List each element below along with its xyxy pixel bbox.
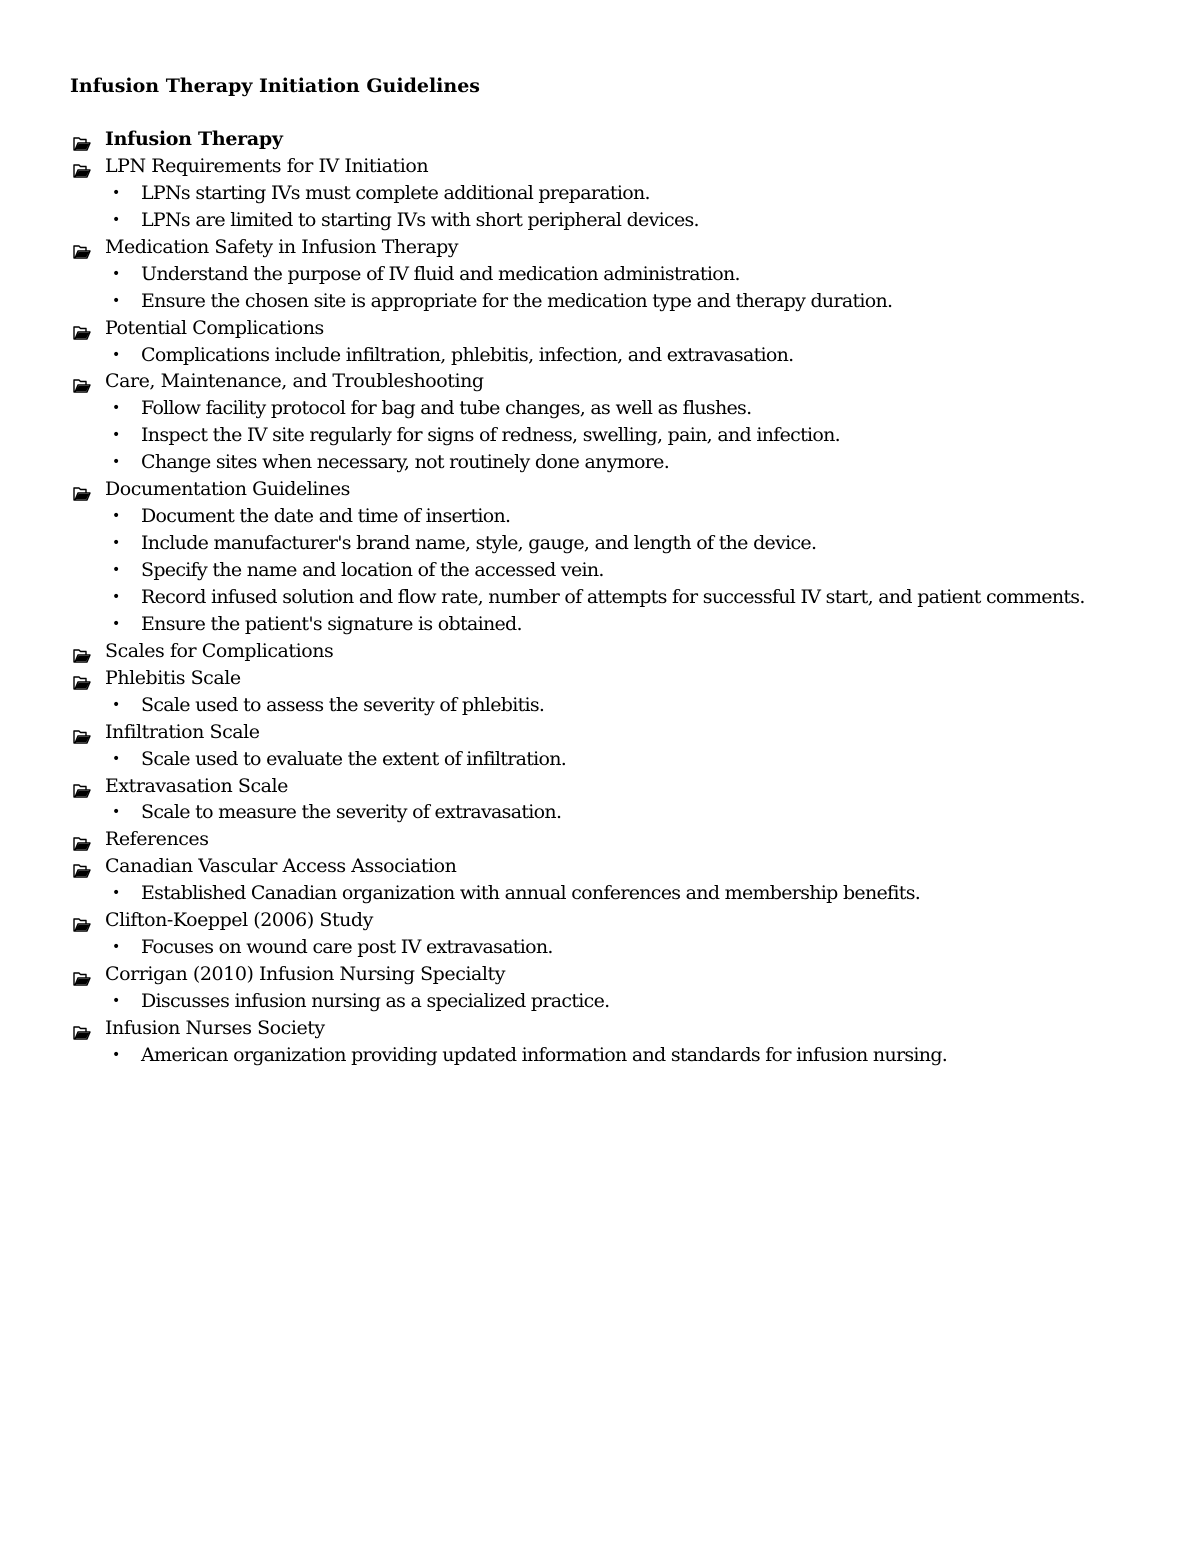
outline-bullet-item (70, 180, 1180, 207)
bullet-icon: • (112, 292, 120, 309)
outline-item-text: LPN Requirements for IV Initiation (105, 154, 429, 177)
outline-item-text: Phlebitis Scale (105, 666, 241, 689)
outline-heading-item (70, 153, 1180, 180)
outline-bullet-item (70, 503, 1180, 530)
outline-heading-item (70, 907, 1180, 934)
bullet-icon: • (112, 885, 120, 902)
outline-item-text: Infiltration Scale (105, 720, 260, 743)
outline-heading-item (70, 719, 1180, 746)
bullet-icon: • (112, 562, 120, 578)
bullet-icon: • (112, 427, 120, 444)
outline-bullet-item (70, 988, 1180, 1015)
outline-item-text: Complications include infiltration, phlebitis, infection, and extravasation. (141, 343, 794, 366)
outline-item-text: Established Canadian organization with annual conferences and membership benefits. (141, 882, 921, 905)
outline-heading-item (70, 853, 1180, 880)
outline-bullet-item (70, 342, 1180, 369)
outline-heading-item (70, 773, 1180, 800)
folder-icon (73, 1021, 91, 1036)
outline-item-text: Inspect the IV site regularly for signs of redness, swelling, pain, and infection. (141, 424, 840, 447)
outline-bullet-item (70, 207, 1180, 234)
outline-heading-item (70, 368, 1180, 395)
outline-item-text: Extravasation Scale (105, 774, 288, 797)
folder-icon (73, 374, 91, 389)
outline-item-text: Infusion Therapy (105, 128, 283, 150)
outline-item-text: Medication Safety in Infusion Therapy (105, 235, 459, 258)
bullet-icon: • (112, 346, 120, 363)
outline-item-text: Clifton-Koeppel (2006) Study (105, 909, 373, 932)
outline-bullet-item (70, 584, 1180, 611)
outline-item-text: Care, Maintenance, and Troubleshooting (105, 370, 484, 393)
bullet-icon: • (112, 535, 120, 552)
outline-bullet-item (70, 557, 1180, 584)
outline-bullet-item (70, 530, 1180, 557)
outline-item-text: Document the date and time of insertion. (141, 505, 511, 528)
folder-icon (73, 967, 91, 982)
outline-item-text: LPNs are limited to starting IVs with short peripheral devices. (141, 208, 699, 231)
bullet-icon: • (112, 804, 120, 821)
outline-item-text: Scales for Complications (105, 639, 334, 662)
outline-heading-item (70, 315, 1180, 342)
outline-item-text: Specify the name and location of the accessed vein. (141, 559, 604, 581)
outline-heading-item (70, 638, 1180, 665)
outline-item-text: Change sites when necessary, not routinely done anymore. (141, 451, 670, 474)
bullet-icon: • (112, 993, 120, 1009)
outline-item-text: Follow facility protocol for bag and tube changes, as well as flushes. (141, 397, 752, 420)
outline-item-text: Scale used to evaluate the extent of infiltration. (141, 747, 567, 770)
bullet-icon: • (112, 1046, 120, 1063)
outline-item-text: Record infused solution and flow rate, number of attempts for successful IV start, and patient comments. (141, 585, 1085, 608)
outline-item-text: Infusion Nurses Society (105, 1016, 325, 1039)
outline-item-text: References (105, 828, 209, 851)
bullet-icon: • (112, 615, 120, 632)
outline-item-text: Scale used to assess the severity of phlebitis. (141, 693, 545, 716)
outline-item-text: Understand the purpose of IV fluid and medication administration. (141, 262, 740, 285)
outline-bullet-item (70, 395, 1180, 422)
outline-item-text: American organization providing updated information and standards for infusion nursing. (141, 1043, 948, 1066)
folder-icon (73, 913, 91, 928)
outline-heading-item (70, 476, 1180, 503)
bullet-icon: • (112, 454, 120, 471)
folder-icon (73, 240, 91, 255)
outline-item-text: Scale to measure the severity of extravasation. (141, 801, 562, 824)
bullet-icon: • (112, 939, 120, 956)
folder-icon (73, 725, 91, 740)
outline-item-text: Documentation Guidelines (105, 478, 350, 501)
bullet-icon: • (112, 696, 120, 713)
folder-icon (73, 671, 91, 686)
outline-bullet-item (70, 261, 1180, 288)
folder-icon (73, 159, 91, 174)
outline-heading-item (70, 826, 1180, 853)
outline-item-text: LPNs starting IVs must complete additional preparation. (141, 181, 650, 204)
bullet-icon: • (112, 400, 120, 417)
outline-item-text: Focuses on wound care post IV extravasation. (141, 936, 553, 959)
outline-bullet-item (70, 288, 1180, 315)
bullet-icon: • (112, 508, 120, 525)
bullet-icon: • (112, 211, 120, 228)
outline-item-text: Potential Complications (105, 316, 324, 339)
document-title: Infusion Therapy Initiation Guidelines (70, 75, 480, 97)
folder-icon (73, 321, 91, 336)
bullet-icon: • (112, 588, 120, 605)
outline-item-text: Ensure the patient's signature is obtained. (141, 612, 522, 635)
outline-heading-item (70, 1015, 1180, 1042)
outline-item-text: Corrigan (2010) Infusion Nursing Specialty (105, 963, 505, 986)
outline-bullet-item (70, 692, 1180, 719)
outline-item-text: Ensure the chosen site is appropriate for the medication type and therapy duration. (141, 289, 893, 312)
outline-heading-item (70, 961, 1180, 988)
outline-bullet-item (70, 1042, 1180, 1069)
folder-icon (73, 779, 91, 794)
outline-bullet-item (70, 449, 1180, 476)
folder-icon (73, 132, 91, 147)
bullet-icon: • (112, 750, 120, 767)
outline-item-text: Discusses infusion nursing as a specialized practice. (141, 990, 610, 1012)
bullet-icon: • (112, 184, 120, 201)
outline-item-text: Canadian Vascular Access Association (105, 855, 457, 878)
outline-bullet-item (70, 934, 1180, 961)
folder-icon (73, 644, 91, 659)
outline-bullet-item (70, 422, 1180, 449)
outline-item-text: Include manufacturer's brand name, style, gauge, and length of the device. (141, 532, 817, 555)
outline-bullet-item (70, 880, 1180, 907)
outline-bullet-item (70, 746, 1180, 773)
outline-bullet-item (70, 799, 1180, 826)
outline-heading-item (70, 126, 1180, 153)
outline-list (70, 126, 1180, 1069)
bullet-icon: • (112, 265, 120, 282)
outline-bullet-item (70, 611, 1180, 638)
outline-heading-item (70, 234, 1180, 261)
outline-heading-item (70, 665, 1180, 692)
folder-icon (73, 859, 91, 874)
folder-icon (73, 832, 91, 847)
folder-icon (73, 482, 91, 497)
